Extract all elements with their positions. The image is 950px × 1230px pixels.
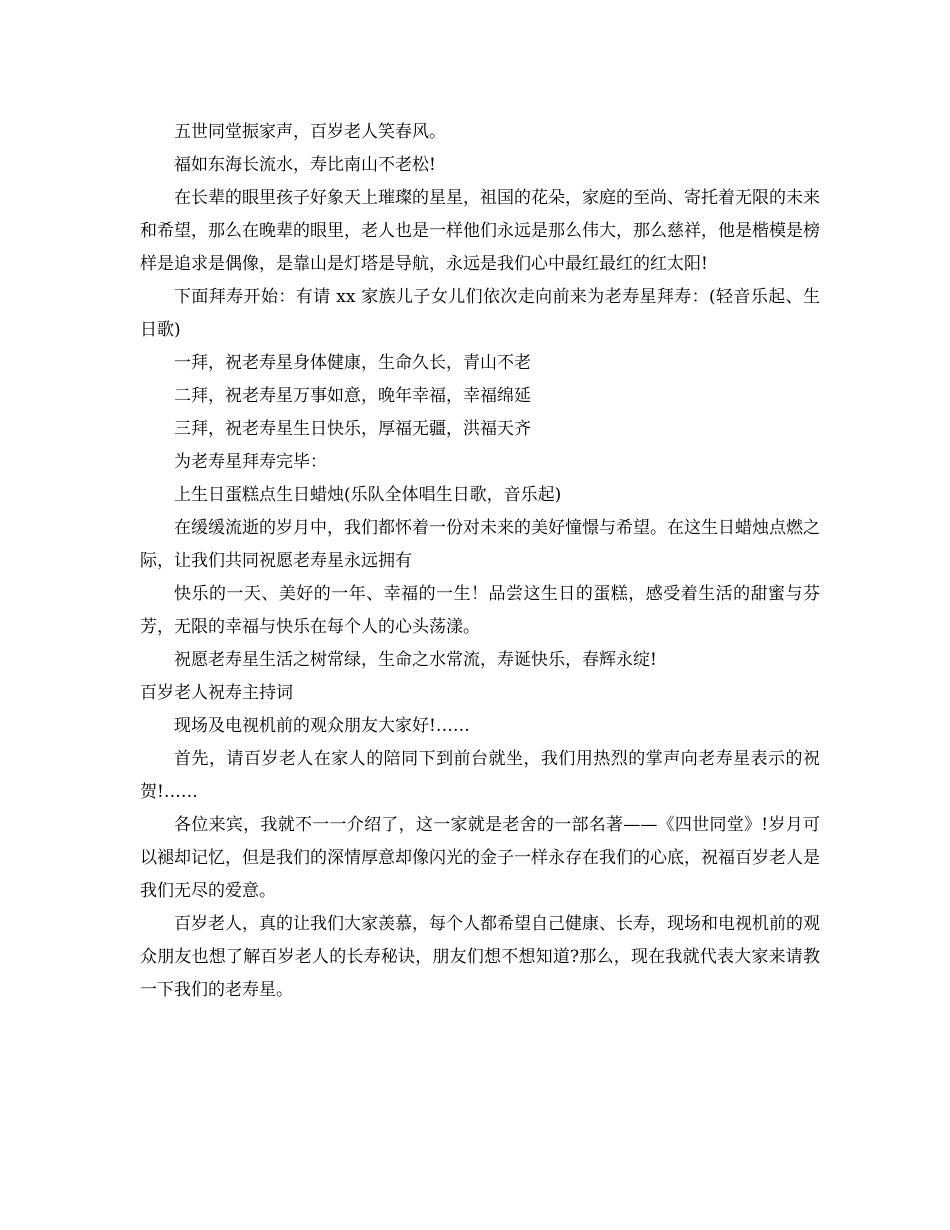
paragraph: 在长辈的眼里孩子好象天上璀璨的星星，祖国的花朵，家庭的至尚、寄托着无限的未来和希望，那么在晚辈的眼里，老人也是一样他们永远是那么伟大，那么慈祥，他是楷模是榜样是追求是偶像，是靠山是灯塔是导航，永远是我们心中最红最红的红太阳! xyxy=(140,188,820,274)
paragraph: 现场及电视机前的观众朋友大家好!…… xyxy=(174,716,470,736)
paragraph: 首先，请百岁老人在家人的陪同下到前台就坐，我们用热烈的掌声向老寿星表示的祝贺!…… xyxy=(140,749,820,802)
paragraph: 百岁老人，真的让我们大家羡慕，每个人都希望自己健康、长寿，现场和电视机前的观众朋友也想了解百岁老人的长寿秘诀，朋友们想不想知道?那么，现在我就代表大家来请教一下我们的老寿星。 xyxy=(140,914,820,1000)
paragraph: 为老寿星拜寿完毕： xyxy=(174,452,327,472)
paragraph: 祝愿老寿星生活之树常绿，生命之水常流，寿诞快乐，春辉永绽! xyxy=(174,650,657,670)
paragraph: 上生日蛋糕点生日蜡烛(乐队全体唱生日歌，音乐起) xyxy=(174,485,562,505)
paragraph: 五世同堂振家声，百岁老人笑春风。 xyxy=(174,122,446,142)
paragraph: 快乐的一天、美好的一年、幸福的一生！品尝这生日的蛋糕，感受着生活的甜蜜与芬芳，无限的幸福与快乐在每个人的心头荡漾。 xyxy=(140,584,820,637)
paragraph: 下面拜寿开始：有请 xx 家族儿子女儿们依次走向前来为老寿星拜寿：(轻音乐起、生日歌) xyxy=(140,287,820,340)
paragraph: 福如东海长流水，寿比南山不老松! xyxy=(174,155,436,175)
paragraph: 各位来宾，我就不一一介绍了，这一家就是老舍的一部名著——《四世同堂》!岁月可以褪却记忆，但是我们的深情厚意却像闪光的金子一样永存在我们的心底，祝福百岁老人是我们无尽的爱意。 xyxy=(140,815,820,901)
section-heading: 百岁老人祝寿主持词 xyxy=(140,683,293,703)
paragraph: 在缓缓流逝的岁月中，我们都怀着一份对未来的美好憧憬与希望。在这生日蜡烛点燃之际，让我们共同祝愿老寿星永远拥有 xyxy=(140,518,820,571)
document-body xyxy=(140,116,820,1007)
paragraph: 一拜，祝老寿星身体健康，生命久长，青山不老 xyxy=(174,353,531,373)
paragraph: 二拜，祝老寿星万事如意，晚年幸福，幸福绵延 xyxy=(174,386,531,406)
paragraph: 三拜，祝老寿星生日快乐，厚福无疆，洪福天齐 xyxy=(174,419,531,439)
